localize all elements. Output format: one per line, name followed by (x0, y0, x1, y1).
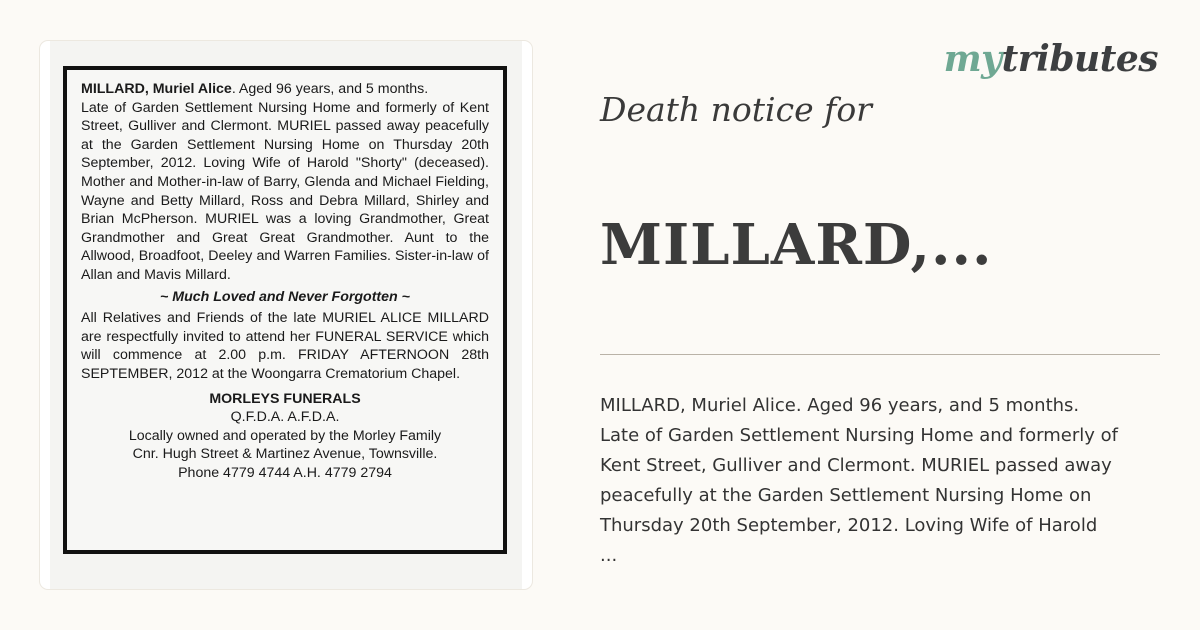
notice-service: All Relatives and Friends of the late MURIEL ALICE MILLARD are respectfully invited to attend her FUNERAL SERVICE which will commence at 2.00 p.m. FRIDAY AFTERNOON 28th SEPTEMBER, 2012 at the Woongarra Crematorium Chapel. (81, 310, 489, 382)
notice-motto: ~ Much Loved and Never Forgotten ~ (160, 288, 410, 305)
mytributes-logo[interactable] (944, 38, 1158, 80)
notice-name: MILLARD, Muriel Alice (81, 81, 232, 97)
notice-excerpt: MILLARD, Muriel Alice. Aged 96 years, and 5 months. Late of Garden Settlement Nursing Home and formerly of Kent Street, Gulliver and Clermont. MURIEL passed away peacefully at the Garden Settlement Nursing Home on Thursday 20th September, 2012. Loving Wife of Harold ... (600, 395, 1119, 566)
divider (600, 354, 1160, 355)
notice-age: . Aged 96 years, and 5 months. (231, 81, 429, 97)
funeral-director-phone: Phone 4779 4744 A.H. 4779 2794 (178, 464, 392, 481)
death-notice-box (63, 66, 507, 554)
funeral-director-credentials: Q.F.D.A. A.F.D.A. (230, 409, 340, 426)
funeral-director-address: Cnr. Hugh Street & Martinez Avenue, Townsville. (132, 446, 438, 463)
notice-type-label: Death notice for (600, 90, 872, 129)
logo-part-tributes: tributes (1001, 38, 1158, 80)
deceased-name-title: MILLARD,... (600, 212, 993, 278)
funeral-director-name: MORLEYS FUNERALS (209, 390, 361, 407)
notice-body: Late of Garden Settlement Nursing Home and formerly of Kent Street, Gulliver and Clermont. MURIEL passed away peacefully at the Garden Settlement Nursing Home on Thursday 20th September, 2012. Loving Wife of Harold "Shorty" (deceased). Mother and Mother-in-law of Barry, Glenda and Michael Fielding, Wayne and Betty Millard, Ross and Debra Millard, Shirley and Brian McPherson. MURIEL was a loving Grandmother, Great Grandmother and Great Great Grandmother. Aunt to the Allwood, Broadfoot, Deeley and Warren Families. Sister-in-law of Allan and Mavis Millard. (81, 99, 489, 283)
newspaper-clipping (50, 41, 522, 589)
logo-part-my: my (943, 38, 1002, 80)
funeral-director-tagline: Locally owned and operated by the Morley Family (128, 427, 442, 444)
notice-image-card (40, 41, 532, 589)
notice-header (81, 80, 489, 99)
